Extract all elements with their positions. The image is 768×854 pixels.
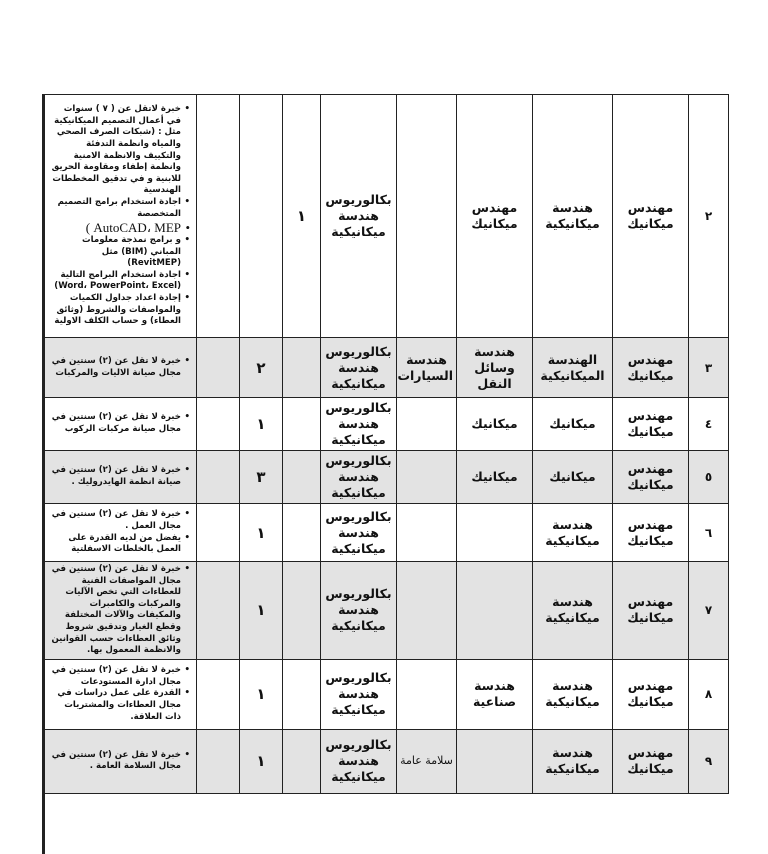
job-requirements-table [44,94,728,794]
requirement-item: • خبرة لاتقل عن ( ٧ ) سنوات في أعمال التصميم الميكانيكية مثل : (شبكات الصرف الصحي والمياه وانظمة التدفئة والتكييف والانظمة الامنية وانظمة إطفاء ومقاومة الحريق للابنية و في تدقيق المخططات الهندسية [49,104,181,197]
table-row [45,504,729,562]
count-cell-b [283,338,321,398]
table-row [45,562,729,660]
requirements-list [49,104,190,328]
job-title-cell: مهندس ميكانيك [613,338,689,398]
count-cell-b [283,562,321,660]
requirements-cell [45,95,197,338]
row-number-cell: ٩ [689,729,729,793]
row-number-cell: ٢ [689,95,729,338]
sub-specialty-cell [397,398,457,451]
specialty-cell [457,504,533,562]
degree-cell: بكالوريوس هندسة ميكانيكية [321,729,397,793]
count-cell-a [197,562,240,660]
requirements-list [49,465,190,488]
count-cell-a [197,659,240,729]
job-title-cell: مهندس ميكانيك [613,659,689,729]
count-cell-a [197,504,240,562]
requirement-item: • خبرة لا تقل عن (٢) سنتين في مجال ادارة المستودعات [49,665,181,688]
count-cell-a [197,729,240,793]
major-cell: هندسة ميكانيكية [533,504,613,562]
requirement-item: • AutoCAD، MEP ) [49,220,181,235]
requirement-item: • يفضل من لديه القدرة على العمل بالخلطات الاسفلتية [49,533,181,556]
requirements-list [49,412,190,435]
count-cell [240,95,283,338]
requirement-item: • اجادة استخدام البرامج التالية (Word، PowerPoint، Excel) [49,270,181,293]
row-number-cell: ٥ [689,451,729,504]
job-title-cell: مهندس ميكانيك [613,398,689,451]
requirements-cell [45,729,197,793]
count-cell-b [283,504,321,562]
table-row [45,398,729,451]
degree-cell: بكالوريوس هندسة ميكانيكية [321,562,397,660]
major-cell: هندسة ميكانيكية [533,562,613,660]
row-number-cell: ٣ [689,338,729,398]
degree-cell: بكالوريوس هندسة ميكانيكية [321,659,397,729]
requirements-list [49,750,190,773]
specialty-cell: ميكانيك [457,398,533,451]
requirements-cell [45,451,197,504]
table-body [45,95,729,794]
requirement-item: • القدرة على عمل دراسات في مجال العطاءات والمشتريات ذات العلاقة. [49,688,181,723]
requirements-cell [45,398,197,451]
count-cell: ١ [240,562,283,660]
sub-specialty-cell [397,562,457,660]
specialty-cell [457,562,533,660]
count-cell: ١ [240,659,283,729]
count-cell: ٣ [240,451,283,504]
major-cell: هندسة ميكانيكية [533,729,613,793]
requirement-item: • إجادة اعداد جداول الكميات والمواصفات والشروط (وثائق العطاء) و حساب الكلف الاولية [49,293,181,328]
job-title-cell: مهندس ميكانيك [613,504,689,562]
table-row [45,338,729,398]
specialty-cell [457,729,533,793]
table-row [45,659,729,729]
count-cell: ١ [240,398,283,451]
row-number-cell: ٦ [689,504,729,562]
count-cell: ١ [240,504,283,562]
table-row [45,95,729,338]
count-cell-b: ١ [283,95,321,338]
count-cell-a [197,338,240,398]
specialty-cell: هندسة صناعية [457,659,533,729]
count-cell-a [197,398,240,451]
count-cell: ٢ [240,338,283,398]
sub-specialty-cell: سلامة عامة [397,729,457,793]
job-title-cell: مهندس ميكانيك [613,562,689,660]
requirement-item: • خبرة لا تقل عن (٢) سنتين في مجال صيانة الاليات والمركبات [49,356,181,379]
job-title-cell: مهندس ميكانيك [613,729,689,793]
degree-cell: بكالوريوس هندسة ميكانيكية [321,398,397,451]
count-cell-b [283,398,321,451]
sub-specialty-cell [397,504,457,562]
job-title-cell: مهندس ميكانيك [613,451,689,504]
specialty-cell: ميكانيك [457,451,533,504]
degree-cell: بكالوريوس هندسة ميكانيكية [321,504,397,562]
requirements-cell [45,562,197,660]
count-cell-b [283,451,321,504]
row-number-cell: ٤ [689,398,729,451]
requirements-list [49,665,190,723]
specialty-cell: مهندس ميكانيك [457,95,533,338]
count-cell-a [197,95,240,338]
sub-specialty-cell [397,95,457,338]
count-cell: ١ [240,729,283,793]
major-cell: ميكانيك [533,451,613,504]
count-cell-b [283,729,321,793]
count-cell-b [283,659,321,729]
requirements-list [49,356,190,379]
requirements-cell [45,338,197,398]
count-cell-a [197,451,240,504]
requirement-item: • خبرة لا تقل عن (٢) سنتين في مجال العمل . [49,509,181,532]
table-row [45,729,729,793]
requirements-list [49,564,190,657]
sub-specialty-cell [397,659,457,729]
degree-cell: بكالوريوس هندسة ميكانيكية [321,451,397,504]
requirement-item: • خبرة لا تقل عن (٢) سنتين في مجال السلامة العامة . [49,750,181,773]
specialty-cell: هندسة وسائل النقل [457,338,533,398]
row-number-cell: ٨ [689,659,729,729]
degree-cell: بكالوريوس هندسة ميكانيكية [321,95,397,338]
major-cell: الهندسة الميكانيكية [533,338,613,398]
requirement-item: • و برامج نمذجة معلومات المباني (BIM) مثل (RevitMEP) [49,235,181,270]
requirements-cell [45,504,197,562]
requirements-list [49,509,190,555]
sub-specialty-cell: هندسة السيارات [397,338,457,398]
table-row [45,451,729,504]
degree-cell: بكالوريوس هندسة ميكانيكية [321,338,397,398]
major-cell: هندسة ميكانيكية [533,659,613,729]
requirement-item: • اجادة استخدام برامج التصميم المتخصصة [49,197,181,220]
requirement-item: • خبرة لا تقل عن (٢) سنتين في مجال المواصفات الفنية للعطاءات التي تخص الآليات والمركبات والكامبرات والمكيفات والآلات المختلفة وقطع الغيار وتدقيق شروط وثائق العطاءات حسب القوانين والانظمة المعمول بها. [49,564,181,657]
row-number-cell: ٧ [689,562,729,660]
requirement-item: • خبرة لا تقل عن (٢) سنتين في مجال صيانة مركبات الركوب [49,412,181,435]
requirement-item: • خبرة لا تقل عن (٢) سنتين في صيانة انظمة الهايدروليك . [49,465,181,488]
sub-specialty-cell [397,451,457,504]
major-cell: ميكانيك [533,398,613,451]
requirements-cell [45,659,197,729]
job-title-cell: مهندس ميكانيك [613,95,689,338]
major-cell: هندسة ميكانيكية [533,95,613,338]
